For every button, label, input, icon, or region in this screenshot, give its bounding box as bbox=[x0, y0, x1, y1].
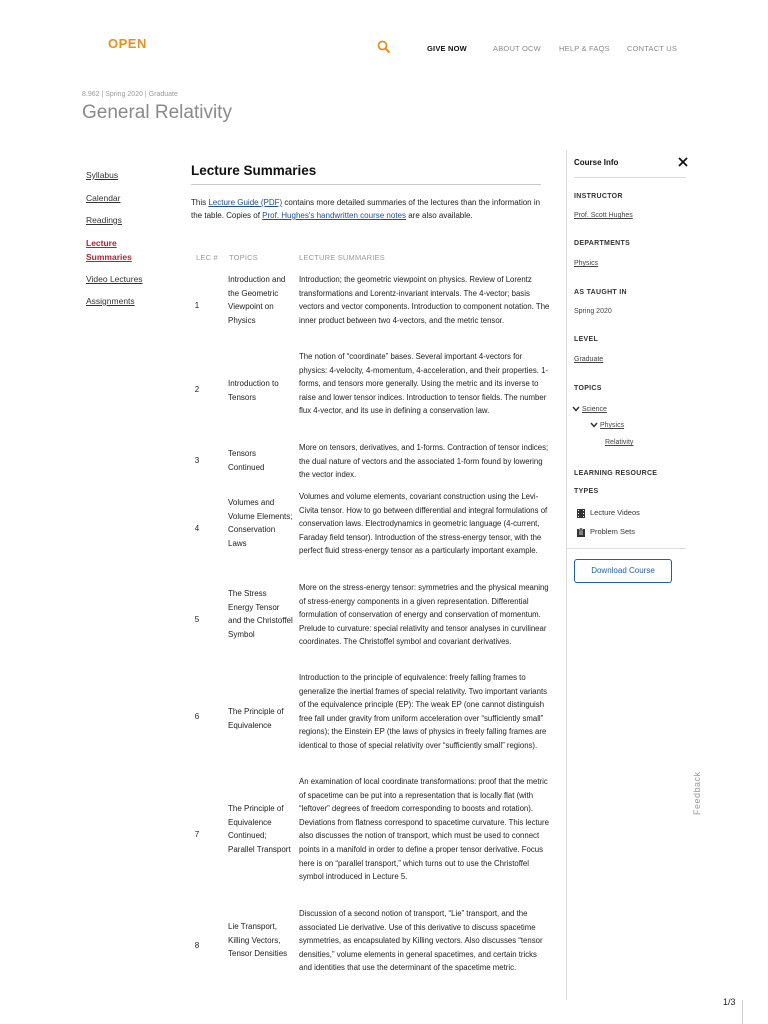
page-title: Lecture Summaries bbox=[191, 163, 317, 178]
lec-number: 8 bbox=[194, 941, 200, 950]
course-info-border bbox=[566, 150, 567, 1000]
search-icon[interactable] bbox=[377, 40, 391, 54]
course-info-divider bbox=[566, 548, 686, 549]
summary-cell: An examination of local coordinate transformations: proof that the metric of spacetime can be put into a representation that is locally flat (with “leftover” degrees of freedom corresponding to boosts and rotation). Deviations from flatness correspond to spacetime curvature. This lecture also discusses the notion of transport, which must be used to connect points in a manifold in order to define a proper tensor derivative. Focus here is on “parallel transport,” which turns out to use the Christoffel symbol introduced in Lecture 5. bbox=[299, 777, 549, 882]
department-link[interactable]: Physics bbox=[574, 260, 599, 267]
contact-us-link[interactable]: CONTACT US bbox=[627, 44, 678, 53]
taught-in-value: Spring 2020 bbox=[574, 308, 612, 315]
column-header-summaries: LECTURE SUMMARIES bbox=[299, 253, 385, 262]
sidebar-item-readings[interactable]: Readings bbox=[86, 215, 122, 225]
chevron-down-icon[interactable] bbox=[590, 422, 598, 428]
resource-problem-sets[interactable]: Problem Sets bbox=[577, 527, 635, 537]
course-info-divider bbox=[574, 177, 686, 178]
sidebar-item-lecture-summaries[interactable]: Lecture Summaries bbox=[86, 238, 132, 262]
heading-divider bbox=[191, 184, 541, 185]
scrollbar[interactable] bbox=[742, 1000, 753, 1024]
summary-cell: Introduction; the geometric viewpoint on physics. Review of Lorentz transformations and Lorentz-invariant intervals. The 4-vector; basis vectors and vector components. Introduction to component notation. The inner product between two 4-vectors, and the metric tensor. bbox=[299, 275, 550, 325]
summary-cell: Introduction to the principle of equivalence: freely falling frames to generalize the inertial frames of special relativity. Two important variants of the equivalence principle (EP): The weak EP (one cannot distinguish free fall under gravity from uniform acceleration over “sufficiently small” regions); the Einstein EP (the laws of physics in freely falling frames are identical to those of special relativity over “sufficiently small” regions). bbox=[299, 673, 548, 750]
course-title[interactable]: General Relativity bbox=[82, 102, 232, 123]
topic-cell: The Stress Energy Tensor and the Christoffel Symbol bbox=[228, 589, 293, 639]
summary-cell: More on the stress-energy tensor: symmetries and the physical meaning of stress-energy components in a given representation. Differential formulation of conservation of energy and conservation of momentum. Prelude to curvature: special relativity and tensor analyses in curvilinear coordinates. The Christoffel symbol and covariant derivatives. bbox=[299, 583, 549, 647]
resource-types-label-2: TYPES bbox=[574, 488, 599, 495]
summary-cell: More on tensors, derivatives, and 1-forms. Contraction of tensor indices; the dual nature of vectors and the associated 1-form found by lowering the vector index. bbox=[299, 443, 549, 480]
instructor-link[interactable]: Prof. Scott Hughes bbox=[574, 212, 633, 219]
column-header-topics: TOPICS bbox=[229, 253, 258, 262]
topic-cell: The Principle of Equivalence bbox=[228, 707, 284, 730]
clipboard-icon bbox=[577, 528, 585, 537]
sidebar-item-calendar[interactable]: Calendar bbox=[86, 193, 121, 203]
lec-number: 1 bbox=[194, 301, 200, 310]
summary-cell: The notion of “coordinate” bases. Several important 4-vectors for physics: 4-velocity, 4-momentum, 4-acceleration, and their properties. 1-forms, and tensors more generally. Using the metric and its inverse to raise and lower tensor indices. Introduction to tensor fields. The number flux 4-vector, and its use in defining a conservation law. bbox=[299, 352, 549, 416]
topic-cell: Introduction to Tensors bbox=[228, 379, 279, 402]
topic-cell: The Principle of Equivalence Continued; Parallel Transport bbox=[228, 804, 291, 854]
lec-number: 6 bbox=[194, 712, 200, 721]
topic-cell: Volumes and Volume Elements; Conservation Laws bbox=[228, 498, 293, 548]
lec-number: 2 bbox=[194, 385, 200, 394]
topic-physics[interactable]: Physics bbox=[590, 422, 624, 429]
film-icon bbox=[577, 509, 585, 518]
instructor-label: INSTRUCTOR bbox=[574, 193, 623, 200]
departments-label: DEPARTMENTS bbox=[574, 240, 631, 247]
topic-science[interactable]: Science bbox=[572, 406, 607, 413]
ocw-logo[interactable]: OPEN bbox=[108, 36, 147, 51]
sidebar-item-syllabus[interactable]: Syllabus bbox=[86, 170, 119, 180]
level-label: LEVEL bbox=[574, 336, 599, 343]
sidebar-item-video-lectures[interactable]: Video Lectures bbox=[86, 274, 143, 284]
download-course-button[interactable]: Download Course bbox=[574, 559, 672, 583]
level-link[interactable]: Graduate bbox=[574, 356, 604, 363]
topic-cell: Tensors Continued bbox=[228, 449, 265, 472]
help-faqs-link[interactable]: HELP & FAQS bbox=[559, 44, 610, 53]
topic-relativity[interactable]: Relativity bbox=[605, 439, 634, 446]
resource-lecture-videos[interactable]: Lecture Videos bbox=[577, 508, 640, 518]
resource-types-label: LEARNING RESOURCE bbox=[574, 470, 658, 477]
about-ocw-link[interactable]: ABOUT OCW bbox=[493, 44, 541, 53]
handwritten-notes-link[interactable]: Prof. Hughes's handwritten course notes bbox=[262, 211, 406, 220]
page-number: 1/3 bbox=[723, 997, 736, 1007]
topic-cell: Lie Transport, Killing Vectors, Tensor Densities bbox=[228, 922, 288, 959]
taught-in-label: AS TAUGHT IN bbox=[574, 289, 627, 296]
lecture-guide-link[interactable]: Lecture Guide (PDF) bbox=[208, 198, 283, 207]
intro-paragraph: This Lecture Guide (PDF) contains more detailed summaries of the lectures than the information in the table. Copies of Prof. Hughes's handwritten course notes are also available. bbox=[191, 198, 541, 220]
close-icon[interactable] bbox=[678, 157, 688, 167]
feedback-tab[interactable]: Feedback bbox=[692, 771, 702, 815]
summary-cell: Volumes and volume elements, covariant construction using the Levi-Civita tensor. How to go between differential and integral formulations of conservation laws. Electrodynamics in geometric language (4-current, Faraday field tensor). Introduction of the stress-energy tensor, with the perfect fluid stress-energy tensor as a particularly important example. bbox=[299, 492, 548, 556]
chevron-down-icon[interactable] bbox=[572, 406, 580, 412]
lec-number: 4 bbox=[194, 524, 200, 533]
course-meta: 8.962 | Spring 2020 | Graduate bbox=[82, 91, 178, 98]
column-header-lec: LEC # bbox=[196, 253, 218, 262]
sidebar-item-assignments[interactable]: Assignments bbox=[86, 296, 135, 306]
summary-cell: Discussion of a second notion of transport, “Lie” transport, and the associated Lie derivative. Use of this derivative to discuss spacetime symmetries, as encapsulated by Killing vectors. Also discusses “tensor densities,” volume elements in general spacetimes, and certain tricks and identities that use the determinant of the spacetime metric. bbox=[299, 909, 543, 973]
course-info-title: Course Info bbox=[574, 158, 619, 167]
lec-number: 5 bbox=[194, 615, 200, 624]
topic-cell: Introduction and the Geometric Viewpoint on Physics bbox=[228, 275, 286, 325]
give-now-link[interactable]: GIVE NOW bbox=[427, 44, 467, 53]
lec-number: 3 bbox=[194, 456, 200, 465]
lec-number: 7 bbox=[194, 830, 200, 839]
topics-label: TOPICS bbox=[574, 385, 602, 392]
